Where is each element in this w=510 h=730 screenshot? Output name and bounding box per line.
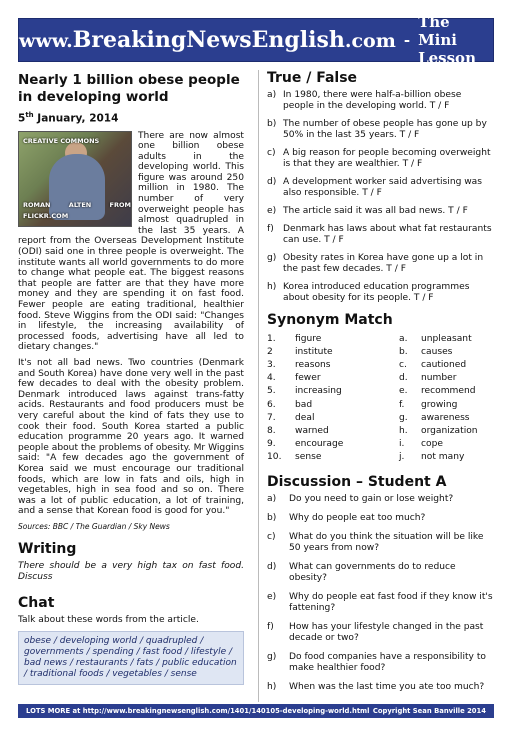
item-letter: b) xyxy=(267,512,277,523)
synonym-number: 10. xyxy=(267,452,282,463)
synonym-match: awareness xyxy=(421,412,470,423)
item-letter: f) xyxy=(267,621,274,632)
synonym-row xyxy=(267,332,494,345)
item-letter: a) xyxy=(267,493,277,504)
chat-intro: Talk about these words from the article. xyxy=(18,614,199,625)
item-letter: d) xyxy=(267,561,277,572)
item-statement: Obesity rates in Korea have gone up a lot in the past few decades. T / F xyxy=(283,253,484,274)
writing-title: Writing xyxy=(18,540,77,557)
true-false-item xyxy=(267,282,494,304)
discussion-question: Why do people eat too much? xyxy=(289,512,426,523)
true-false-item xyxy=(267,148,494,170)
synonym-match: causes xyxy=(421,346,453,357)
synonym-row xyxy=(267,345,494,358)
synonym-match: not many xyxy=(421,452,465,463)
mini-lesson-title: The Mini Lesson xyxy=(418,13,476,67)
true-false-item xyxy=(267,90,494,112)
true-false-list xyxy=(267,90,494,304)
item-statement: The article said it was all bad news. T / F xyxy=(283,206,468,216)
synonym-letter: c. xyxy=(399,359,407,370)
article-sources: Sources: BBC / The Guardian / Sky News xyxy=(18,521,170,531)
synonym-row xyxy=(267,372,494,385)
photo-watermark-top: CREATIVE COMMONS xyxy=(23,136,100,145)
synonym-number: 7. xyxy=(267,412,276,423)
date-suffix: th xyxy=(25,111,34,119)
item-letter: e) xyxy=(267,591,277,602)
synonym-letter: f. xyxy=(399,399,405,410)
synonym-number: 9. xyxy=(267,439,276,450)
article-photo xyxy=(18,131,132,227)
discussion-item xyxy=(267,494,494,505)
chat-title: Chat xyxy=(18,594,55,611)
synonym-letter: h. xyxy=(399,425,408,436)
site-tld: .com xyxy=(344,30,396,52)
footer-link[interactable]: LOTS MORE at http://www.breakingnewsenglish.com/1401/140105-developing-world.html xyxy=(26,707,370,715)
date-day: 5 xyxy=(18,112,26,125)
synonym-match: unpleasant xyxy=(421,333,472,344)
site-name xyxy=(19,27,396,53)
item-statement: Korea introduced education programmes about obesity for its people. T / F xyxy=(283,282,470,303)
discussion-item xyxy=(267,562,494,584)
banner-separator: - xyxy=(403,31,411,49)
synonym-letter: b. xyxy=(399,346,408,357)
lesson-page xyxy=(18,13,494,718)
true-false-item xyxy=(267,177,494,199)
discussion-question: When was the last time you ate too much? xyxy=(289,681,485,692)
synonym-word: fewer xyxy=(295,373,321,384)
discussion-question: What can governments do to reduce obesity? xyxy=(289,561,456,583)
synonym-word: institute xyxy=(295,346,333,357)
synonym-number: 3. xyxy=(267,359,276,370)
synonym-word: figure xyxy=(295,333,322,344)
true-false-title: True / False xyxy=(267,70,358,86)
synonym-row xyxy=(267,438,494,451)
discussion-question: How has your lifestyle changed in the past decade or two? xyxy=(289,621,484,643)
discussion-item xyxy=(267,622,494,644)
synonym-match: cautioned xyxy=(421,359,467,370)
chat-word-box: obese / developing world / quadrupled / governments / spending / fast food / lifestyle / bad news / restaurants / fats / public education / traditional foods / vegetables / sense xyxy=(18,631,244,685)
synonym-number: 1. xyxy=(267,333,276,344)
synonym-number: 8. xyxy=(267,425,276,436)
discussion-question: Why do people eat fast food if they know it's fattening? xyxy=(289,591,493,613)
synonym-row xyxy=(267,398,494,411)
photo-watermark-bottom: ROMAN ALTEN FROM FLICKR.COM xyxy=(23,201,131,220)
synonym-match: cope xyxy=(421,439,443,450)
item-letter: a) xyxy=(267,90,277,100)
item-letter: g) xyxy=(267,253,277,263)
item-letter: d) xyxy=(267,177,277,187)
item-statement: A development worker said advertising was also responsible. T / F xyxy=(283,177,482,198)
true-false-item xyxy=(267,224,494,246)
synonym-number: 2 xyxy=(267,346,273,357)
item-letter: f) xyxy=(267,224,274,234)
item-statement: The number of obese people has gone up by 50% in the last 35 years. T / F xyxy=(283,119,487,140)
synonym-letter: e. xyxy=(399,386,408,397)
article-body xyxy=(18,131,244,517)
article-paragraph-2: It's not all bad news. Two countries (Denmark and South Korea) have done very well in the past few decades to deal with the obesity problem. Denmark introduced laws against trans-fatty acids. Restaurants and food producers must be very careful about the kind of fats they use to cook their food. South Korea started a public education programme 20 years ago. It warned people about the problems of obesity. Mr Wiggins said: "A few decades ago the government of Korea said we must encourage our traditional foods, which are low in fats and oils, high in vegetables, high in sea food and so on. There was a lot of public education, a lot of training, and a sense that Korean food is good for you." xyxy=(18,357,244,517)
site-banner xyxy=(18,13,494,67)
discussion-item xyxy=(267,682,494,693)
item-letter: g) xyxy=(267,651,277,662)
item-statement: A big reason for people becoming overweight is that they are wealthier. T / F xyxy=(283,148,491,169)
synonym-word: warned xyxy=(295,425,329,436)
page-footer xyxy=(18,704,494,718)
synonym-letter: d. xyxy=(399,373,408,384)
synonym-table xyxy=(267,332,494,464)
synonym-row xyxy=(267,385,494,398)
right-column xyxy=(258,70,494,702)
discussion-title: Discussion – Student A xyxy=(267,473,447,490)
synonym-word: reasons xyxy=(295,359,331,370)
item-statement: In 1980, there were half-a-billion obese people in the developing world. T / F xyxy=(283,90,462,111)
synonym-row xyxy=(267,411,494,424)
synonym-row xyxy=(267,358,494,371)
discussion-item xyxy=(267,513,494,524)
synonym-word: encourage xyxy=(295,439,344,450)
discussion-question: What do you think the situation will be like 50 years from now? xyxy=(289,531,484,553)
article-date xyxy=(18,111,244,125)
date-month-year: January, 2014 xyxy=(33,112,119,125)
synonym-title: Synonym Match xyxy=(267,312,393,328)
site-www: www. xyxy=(19,30,73,52)
discussion-list xyxy=(267,494,494,693)
synonym-row xyxy=(267,451,494,464)
synonym-letter: j. xyxy=(399,452,405,463)
item-letter: e) xyxy=(267,206,277,216)
article-headline: Nearly 1 billion obese people in developing world xyxy=(18,72,240,105)
site-brand: BreakingNewsEnglish xyxy=(72,27,345,53)
writing-prompt: There should be a very high tax on fast food. Discuss xyxy=(18,560,244,582)
synonym-number: 6. xyxy=(267,399,276,410)
item-letter: c) xyxy=(267,148,276,158)
discussion-item xyxy=(267,532,494,554)
synonym-letter: g. xyxy=(399,412,408,423)
discussion-question: Do food companies have a responsibility to make healthier food? xyxy=(289,651,486,673)
article-paragraph-1: There are now almost one billion obese adults in the developing world. This figure was around 250 million in 1980. The number of very overweight people has almost quadrupled in the last 35 years. A report from the Overseas Development Institute (ODI) said one in three people is overweight. The institute wants all world governments to do more to change what people eat. The biggest reasons that people are fatter are that they have more money and they are spending it on fast food. Fewer people are eating traditional, healthier food. Steve Wiggins from the ODI said: "Changes in lifestyle, the increasing availability of processed foods, advertising have all led to dietary changes." xyxy=(18,130,244,353)
synonym-match: number xyxy=(421,373,457,384)
synonym-match: organization xyxy=(421,425,478,436)
synonym-number: 4. xyxy=(267,373,276,384)
true-false-item xyxy=(267,119,494,141)
item-statement: Denmark has laws about what fat restaurants can use. T / F xyxy=(283,224,492,245)
item-letter: c) xyxy=(267,531,276,542)
discussion-question: Do you need to gain or lose weight? xyxy=(289,493,454,504)
footer-copyright: Copyright Sean Banville 2014 xyxy=(372,707,486,715)
synonym-word: sense xyxy=(295,452,322,463)
item-letter: h) xyxy=(267,282,277,292)
synonym-word: increasing xyxy=(295,386,342,397)
synonym-letter: i. xyxy=(399,439,405,450)
synonym-word: deal xyxy=(295,412,315,423)
true-false-item xyxy=(267,253,494,275)
item-letter: h) xyxy=(267,681,277,692)
synonym-match: growing xyxy=(421,399,458,410)
discussion-item xyxy=(267,592,494,614)
synonym-number: 5. xyxy=(267,386,276,397)
item-letter: b) xyxy=(267,119,277,129)
synonym-word: bad xyxy=(295,399,313,410)
true-false-item xyxy=(267,206,494,217)
left-column xyxy=(18,70,244,685)
discussion-item xyxy=(267,652,494,674)
synonym-row xyxy=(267,424,494,437)
synonym-letter: a. xyxy=(399,333,408,344)
synonym-match: recommend xyxy=(421,386,476,397)
